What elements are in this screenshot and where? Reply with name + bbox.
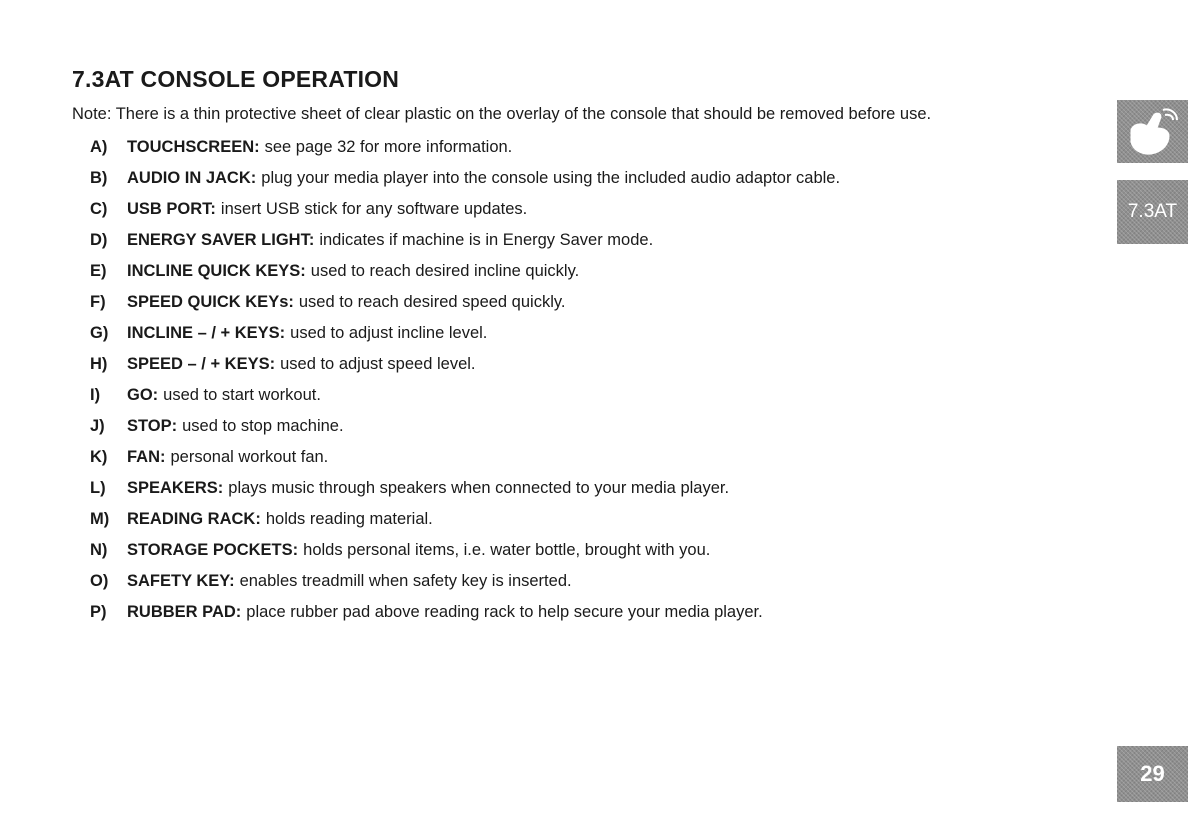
item-description: see page 32 for more information. [264, 138, 513, 156]
list-item [90, 539, 840, 570]
console-parts-list [90, 136, 840, 632]
list-item [90, 198, 840, 229]
item-term: RUBBER PAD: [127, 603, 242, 621]
list-item [90, 477, 840, 508]
item-description: plug your media player into the console using the included audio adaptor cable. [261, 169, 841, 187]
item-description: used to stop machine. [182, 417, 344, 435]
item-term: STOP: [127, 417, 178, 435]
item-letter: D) [90, 231, 108, 249]
item-description: used to adjust speed level. [280, 355, 476, 373]
hand-pointer-icon [1123, 104, 1183, 160]
item-term: USB PORT: [127, 200, 216, 218]
list-item [90, 291, 840, 322]
item-description: place rubber pad above reading rack to help secure your media player. [246, 603, 763, 621]
item-letter: C) [90, 200, 108, 218]
section-label: 7.3AT [1127, 201, 1178, 222]
item-description: used to reach desired speed quickly. [298, 293, 566, 311]
list-item [90, 167, 840, 198]
item-letter: G) [90, 324, 109, 342]
item-term: STORAGE POCKETS: [127, 541, 299, 559]
item-letter: F) [90, 293, 106, 311]
side-tab-section [1117, 180, 1188, 244]
item-description: insert USB stick for any software updates. [220, 200, 528, 218]
item-letter: O) [90, 572, 109, 590]
page-number-tab [1117, 746, 1188, 802]
item-description: used to reach desired incline quickly. [310, 262, 580, 280]
list-item [90, 322, 840, 353]
item-description: holds reading material. [265, 510, 433, 528]
list-item [90, 446, 840, 477]
list-item [90, 508, 840, 539]
item-letter: B) [90, 169, 108, 187]
list-item [90, 601, 840, 632]
list-item [90, 136, 840, 167]
item-letter: N) [90, 541, 108, 559]
item-description: enables treadmill when safety key is inserted. [239, 572, 572, 590]
item-term: SAFETY KEY: [127, 572, 235, 590]
item-term: TOUCHSCREEN: [127, 138, 260, 156]
item-term: FAN: [127, 448, 166, 466]
item-description: used to start workout. [163, 386, 321, 404]
list-item [90, 353, 840, 384]
item-term: INCLINE QUICK KEYS: [127, 262, 306, 280]
item-letter: P) [90, 603, 107, 621]
item-description: holds personal items, i.e. water bottle, brought with you. [303, 541, 711, 559]
item-term: SPEED QUICK KEYs: [127, 293, 294, 311]
item-description: indicates if machine is in Energy Saver mode. [319, 231, 654, 249]
page-title: 7.3AT CONSOLE OPERATION [72, 66, 400, 92]
side-tab-icon [1117, 100, 1188, 163]
item-term: ENERGY SAVER LIGHT: [127, 231, 315, 249]
item-letter: K) [90, 448, 108, 466]
list-item [90, 260, 840, 291]
note-text: Note: There is a thin protective sheet of clear plastic on the overlay of the console that should be removed before use. [72, 105, 932, 123]
page-number: 29 [1140, 761, 1165, 786]
item-letter: H) [90, 355, 108, 373]
item-letter: E) [90, 262, 107, 280]
item-description: plays music through speakers when connected to your media player. [228, 479, 730, 497]
item-term: INCLINE – / + KEYS: [127, 324, 286, 342]
item-letter: L) [90, 479, 106, 497]
list-item [90, 384, 840, 415]
list-item [90, 570, 840, 601]
item-letter: A) [90, 138, 108, 156]
item-term: GO: [127, 386, 159, 404]
item-term: SPEED – / + KEYS: [127, 355, 276, 373]
item-term: SPEAKERS: [127, 479, 224, 497]
item-term: AUDIO IN JACK: [127, 169, 257, 187]
list-item [90, 415, 840, 446]
item-description: personal workout fan. [170, 448, 329, 466]
item-term: READING RACK: [127, 510, 261, 528]
item-description: used to adjust incline level. [290, 324, 488, 342]
item-letter: M) [90, 510, 110, 528]
item-letter: J) [90, 417, 105, 435]
item-letter: I) [90, 386, 101, 404]
list-item [90, 229, 840, 260]
